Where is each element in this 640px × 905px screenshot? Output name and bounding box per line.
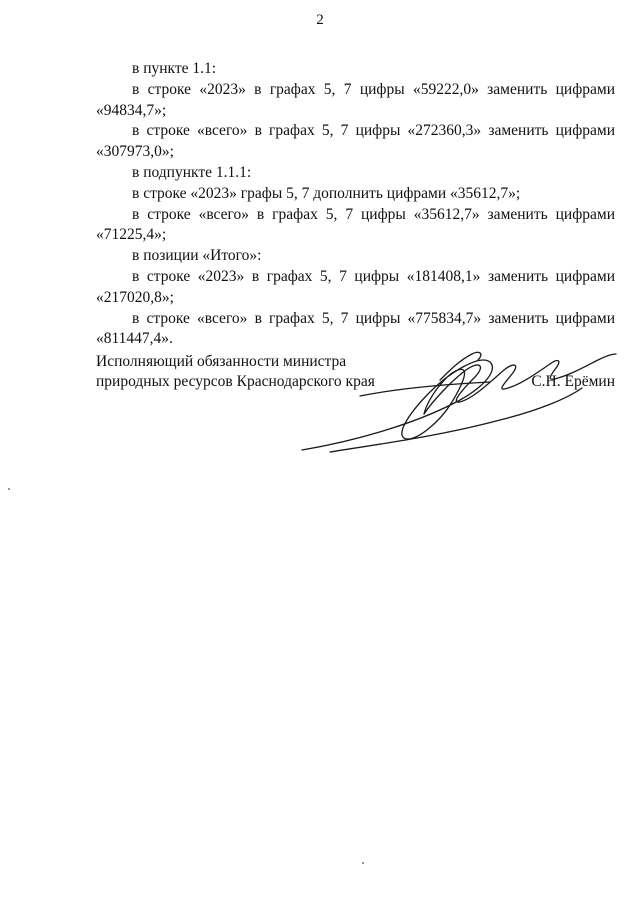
paragraph: в позиции «Итого»: — [132, 247, 262, 265]
paragraph: в строке «2023» графы 5, 7 дополнить цифрами «35612,7»; — [132, 184, 521, 202]
scan-artifact — [362, 862, 364, 864]
paragraph: в строке «всего» в графах 5, 7 цифры «272360,3» заменить цифрами «307973,0»; — [96, 122, 615, 161]
signer-name: С.Н. Ерёмин — [531, 373, 615, 390]
signature-stroke — [330, 388, 582, 452]
paragraph: в строке «всего» в графах 5, 7 цифры «35612,7» заменить цифрами «71225,4»; — [96, 205, 615, 244]
paragraph: в подпункте 1.1.1: — [132, 163, 252, 181]
amendments-text — [96, 59, 615, 350]
signer-position-title: Исполняющий обязанности министра природных ресурсов Краснодарского края — [96, 353, 375, 390]
page-number: 2 — [316, 12, 324, 28]
scan-artifact — [8, 488, 10, 490]
signature-block — [96, 352, 615, 392]
paragraph: в пункте 1.1: — [132, 60, 217, 77]
paragraph: в строке «2023» в графах 5, 7 цифры «181408,1» заменить цифрами «217020,8»; — [96, 267, 615, 306]
paragraph: в строке «всего» в графах 5, 7 цифры «775834,7» заменить цифрами «811447,4». — [96, 309, 615, 348]
paragraph: в строке «2023» в графах 5, 7 цифры «59222,0» заменить цифрами «94834,7»; — [96, 80, 615, 119]
